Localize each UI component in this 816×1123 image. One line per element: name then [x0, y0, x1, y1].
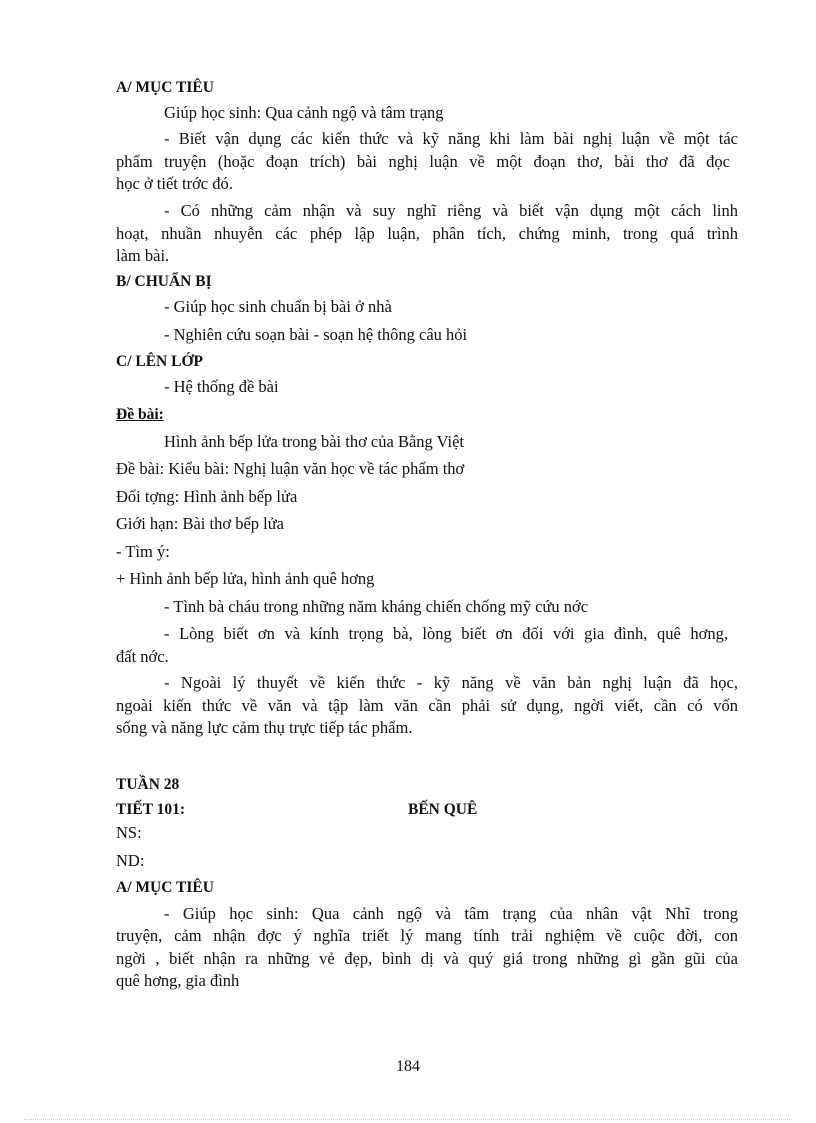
- week-heading: TUẦN 28: [116, 776, 180, 793]
- text-line: hoạt, nhuần nhuyễn các phép lập luận, phân tích, chứng minh, trong quá trình: [116, 224, 738, 243]
- section-heading-preparation: B/ CHUẨN BỊ: [116, 273, 212, 290]
- page-number: 184: [396, 1058, 420, 1075]
- text-line: Đề bài: Kiểu bài: Nghị luận văn học về tác phẩm thơ: [116, 459, 465, 478]
- text-line: - Giúp học sinh chuẩn bị bài ở nhà: [164, 297, 392, 316]
- bottom-dotted-border: [24, 1119, 792, 1120]
- text-line: Giúp học sinh: Qua cảnh ngộ và tâm trạng: [164, 103, 444, 122]
- section-heading-objectives-2: A/ MỤC TIÊU: [116, 879, 214, 896]
- text-line: - Tìm ý:: [116, 542, 170, 561]
- text-line: - Lòng biết ơn và kính trọng bà, lòng biết ơn đối với gia đình, quê hơng,: [164, 624, 728, 643]
- text-line: Hình ảnh bếp lửa trong bài thơ của Bằng Việt: [164, 432, 465, 451]
- text-line: quê hơng, gia đình: [116, 971, 240, 990]
- text-line: sống và năng lực cảm thụ trực tiếp tác phẩm.: [116, 718, 413, 737]
- text-line: Đối tợng: Hình ảnh bếp lửa: [116, 487, 298, 506]
- text-line: - Giúp học sinh: Qua cảnh ngộ và tâm trạng của nhân vật Nhĩ trong: [164, 904, 738, 923]
- text-line: + Hình ảnh bếp lửa, hình ảnh quê hơng: [116, 569, 375, 588]
- text-line: NS:: [116, 823, 142, 842]
- topic-heading: Đề bài:: [116, 406, 164, 423]
- text-line: Giới hạn: Bài thơ bếp lửa: [116, 514, 284, 533]
- text-line: làm bài.: [116, 246, 170, 265]
- text-line: truyện, cảm nhận đợc ý nghĩa triết lý mang tính trải nghiệm về cuộc đời, con: [116, 926, 738, 945]
- section-heading-objectives: A/ MỤC TIÊU: [116, 79, 214, 96]
- text-line: phẩm truyện (hoặc đoạn trích) bài nghị luận về một đoạn thơ, bài thơ đã đọc: [116, 152, 730, 171]
- text-line: - Ngoài lý thuyết về kiến thức - kỹ năng về văn bản nghị luận đã học,: [164, 673, 738, 692]
- text-line: ND:: [116, 851, 145, 870]
- text-line: - Hệ thống đề bài: [164, 377, 279, 396]
- text-line: - Có những cảm nhận và suy nghĩ riêng và biết vận dụng một cách linh: [164, 201, 738, 220]
- lesson-title: BẾN QUÊ: [408, 801, 478, 818]
- text-line: học ở tiết trớc đó.: [116, 174, 233, 193]
- section-heading-class: C/ LÊN LỚP: [116, 353, 203, 370]
- text-line: - Tình bà cháu trong những năm kháng chiến chống mỹ cứu nớc: [164, 597, 589, 616]
- text-line: ngoài kiến thức về văn và tập làm văn cần phải sử dụng, ngời viết, cần có vốn: [116, 696, 738, 715]
- text-line: đất nớc.: [116, 647, 169, 666]
- text-line: ngời , biết nhận ra những vẻ đẹp, bình dị và quý giá trong những gì gần gũi của: [116, 949, 738, 968]
- lesson-number: TIẾT 101:: [116, 801, 186, 818]
- text-line: - Nghiên cứu soạn bài - soạn hệ thông câu hỏi: [164, 325, 468, 344]
- text-line: - Biết vận dụng các kiến thức và kỹ năng khi làm bài nghị luận về một tác: [164, 129, 738, 148]
